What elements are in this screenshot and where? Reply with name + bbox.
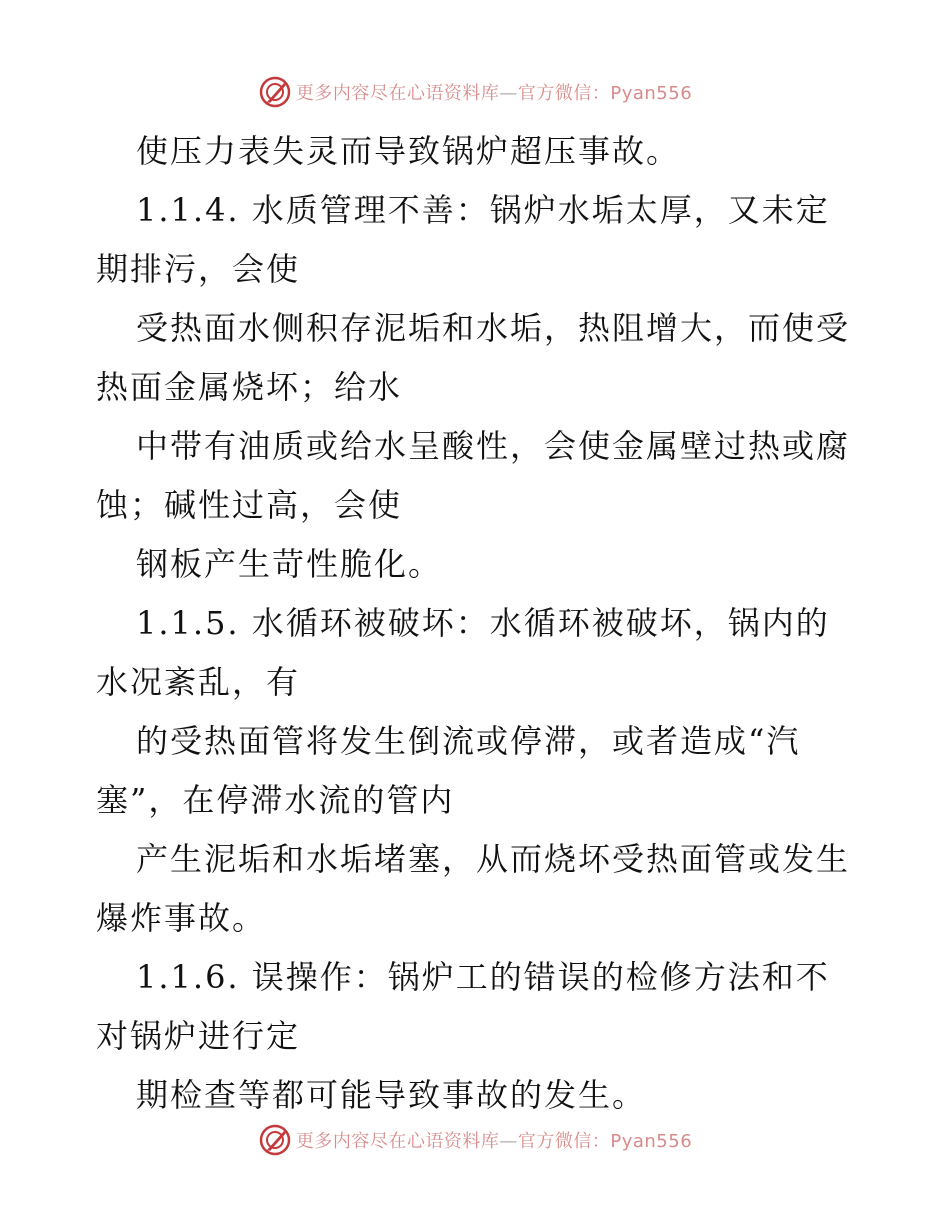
text-line: 期检查等都可能导致事故的发生。: [136, 1076, 647, 1114]
brush-logo-icon: [258, 75, 292, 109]
text-line: 塞”，在停滞水流的管内: [96, 781, 455, 819]
brush-logo-icon: [258, 1123, 292, 1157]
text-line: 水况紊乱，有: [96, 663, 301, 701]
document-body: [96, 122, 866, 1125]
text-line: 中带有油质或给水呈酸性，会使金属壁过热或腐: [136, 427, 851, 465]
text-line: 蚀；碱性过高，会使: [96, 486, 403, 524]
watermark-text-cn: 更多内容尽在心语资料库: [295, 1131, 500, 1152]
watermark-text-wechat: 官方微信：: [517, 1131, 611, 1152]
watermark-wechat-id: Pyan556: [610, 1131, 693, 1152]
text-line: 钢板产生苛性脆化。: [136, 545, 443, 583]
text-line: 的受热面管将发生倒流或停滞，或者造成“汽: [136, 722, 801, 760]
watermark-wechat-id: Pyan556: [610, 83, 693, 104]
text-line: 对锅炉进行定: [96, 1017, 301, 1055]
text-line: 产生泥垢和水垢堵塞，从而烧坏受热面管或发生: [136, 840, 851, 878]
text-line: 使压力表失灵而导致锅炉超压事故。: [136, 132, 681, 170]
watermark-separator: —: [499, 83, 518, 104]
watermark-text: [296, 1127, 692, 1153]
watermark-text: [296, 79, 692, 105]
watermark-banner-top: [0, 72, 950, 112]
text-line: 热面金属烧坏；给水: [96, 368, 403, 406]
watermark-separator: —: [499, 1131, 518, 1152]
text-line: 1.1.4. 水质管理不善：锅炉水垢太厚，又未定: [136, 191, 830, 229]
watermark-text-wechat: 官方微信：: [517, 83, 611, 104]
text-line: 期排污，会使: [96, 250, 301, 288]
watermark-banner-bottom: [0, 1120, 950, 1160]
text-line: 受热面水侧积存泥垢和水垢，热阻增大，而使受: [136, 309, 851, 347]
watermark-text-cn: 更多内容尽在心语资料库: [295, 83, 500, 104]
text-line: 1.1.6. 误操作：锅炉工的错误的检修方法和不: [136, 958, 830, 996]
text-line: 1.1.5. 水循环被破坏：水循环被破坏，锅内的: [136, 604, 830, 642]
text-line: 爆炸事故。: [96, 899, 267, 937]
